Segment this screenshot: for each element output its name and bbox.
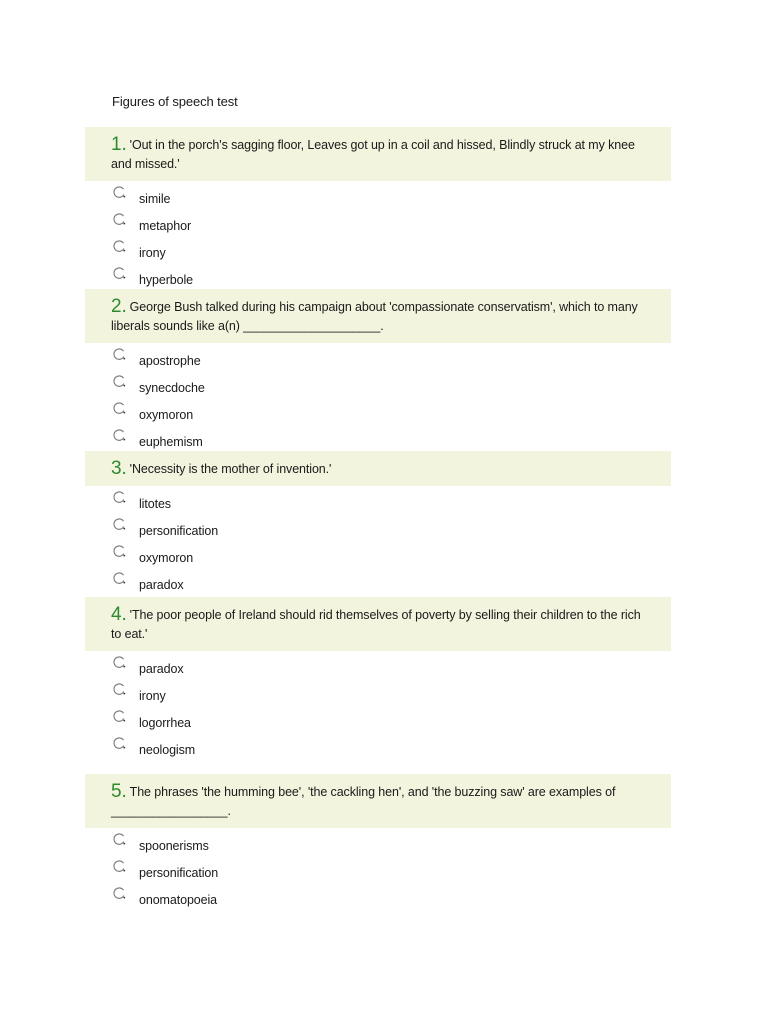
option-label: onomatopoeia	[139, 893, 218, 907]
answer-option[interactable]	[112, 682, 768, 709]
radio-button-icon[interactable]	[112, 682, 126, 696]
radio-button-icon[interactable]	[112, 832, 126, 846]
answer-option[interactable]	[112, 832, 768, 859]
option-label: paradox	[139, 578, 184, 592]
option-label: personification	[139, 524, 219, 538]
option-label: synecdoche	[139, 381, 205, 395]
option-label: apostrophe	[139, 354, 201, 368]
answer-option[interactable]	[112, 709, 768, 736]
answer-option[interactable]	[112, 490, 768, 517]
radio-button-icon[interactable]	[112, 517, 126, 531]
option-label: spoonerisms	[139, 839, 209, 853]
answer-option[interactable]	[112, 212, 768, 239]
option-label: oxymoron	[139, 551, 194, 565]
radio-button-icon[interactable]	[112, 428, 126, 442]
question-number: 1.	[111, 134, 127, 155]
answer-option[interactable]	[112, 859, 768, 886]
question-text: George Bush talked during his campaign about 'compassionate conservatism', which to many liberals sounds like a(n) ____________________.	[111, 300, 638, 333]
answer-option[interactable]	[112, 886, 768, 913]
option-label: irony	[139, 246, 166, 260]
question-prompt	[85, 597, 671, 651]
option-label: neologism	[139, 743, 196, 757]
answer-options	[112, 343, 768, 455]
answer-option[interactable]	[112, 544, 768, 571]
page-title: Figures of speech test	[112, 94, 238, 109]
question-3	[0, 451, 768, 598]
radio-button-icon[interactable]	[112, 859, 126, 873]
radio-button-icon[interactable]	[112, 655, 126, 669]
option-label: metaphor	[139, 219, 192, 233]
answer-options	[112, 828, 768, 913]
radio-button-icon[interactable]	[112, 544, 126, 558]
answer-option[interactable]	[112, 517, 768, 544]
question-5	[0, 774, 768, 913]
answer-option[interactable]	[112, 736, 768, 763]
question-text: 'Out in the porch's sagging floor, Leaves got up in a coil and hissed, Blindly struck at my knee and missed.'	[111, 138, 635, 171]
option-label: irony	[139, 689, 166, 703]
option-label: litotes	[139, 497, 171, 511]
radio-button-icon[interactable]	[112, 239, 126, 253]
question-text: The phrases 'the humming bee', 'the cackling hen', and 'the buzzing saw' are examples of _________________.	[111, 785, 616, 818]
answer-option[interactable]	[112, 655, 768, 682]
question-4	[0, 597, 768, 763]
radio-button-icon[interactable]	[112, 401, 126, 415]
question-1	[0, 127, 768, 293]
answer-option[interactable]	[112, 185, 768, 212]
radio-button-icon[interactable]	[112, 571, 126, 585]
question-prompt	[85, 127, 671, 181]
option-label: euphemism	[139, 435, 203, 449]
question-2	[0, 289, 768, 455]
option-label: personification	[139, 866, 219, 880]
radio-button-icon[interactable]	[112, 374, 126, 388]
radio-button-icon[interactable]	[112, 736, 126, 750]
answer-option[interactable]	[112, 374, 768, 401]
radio-button-icon[interactable]	[112, 347, 126, 361]
answer-option[interactable]	[112, 401, 768, 428]
question-prompt	[85, 289, 671, 343]
option-label: logorrhea	[139, 716, 191, 730]
question-number: 2.	[111, 296, 127, 317]
radio-button-icon[interactable]	[112, 266, 126, 280]
radio-button-icon[interactable]	[112, 886, 126, 900]
radio-button-icon[interactable]	[112, 490, 126, 504]
question-text: 'The poor people of Ireland should rid themselves of poverty by selling their children to the rich to eat.'	[111, 608, 641, 641]
question-prompt	[85, 774, 671, 828]
option-label: simile	[139, 192, 171, 206]
option-label: oxymoron	[139, 408, 194, 422]
answer-options	[112, 486, 768, 598]
answer-option[interactable]	[112, 239, 768, 266]
question-text: 'Necessity is the mother of invention.'	[129, 462, 332, 476]
question-number: 4.	[111, 604, 127, 625]
answer-options	[112, 181, 768, 293]
question-number: 3.	[111, 458, 127, 479]
answer-options	[112, 651, 768, 763]
radio-button-icon[interactable]	[112, 212, 126, 226]
radio-button-icon[interactable]	[112, 709, 126, 723]
answer-option[interactable]	[112, 347, 768, 374]
radio-button-icon[interactable]	[112, 185, 126, 199]
question-prompt	[85, 451, 671, 486]
question-number: 5.	[111, 781, 127, 802]
answer-option[interactable]	[112, 571, 768, 598]
option-label: paradox	[139, 662, 184, 676]
option-label: hyperbole	[139, 273, 194, 287]
